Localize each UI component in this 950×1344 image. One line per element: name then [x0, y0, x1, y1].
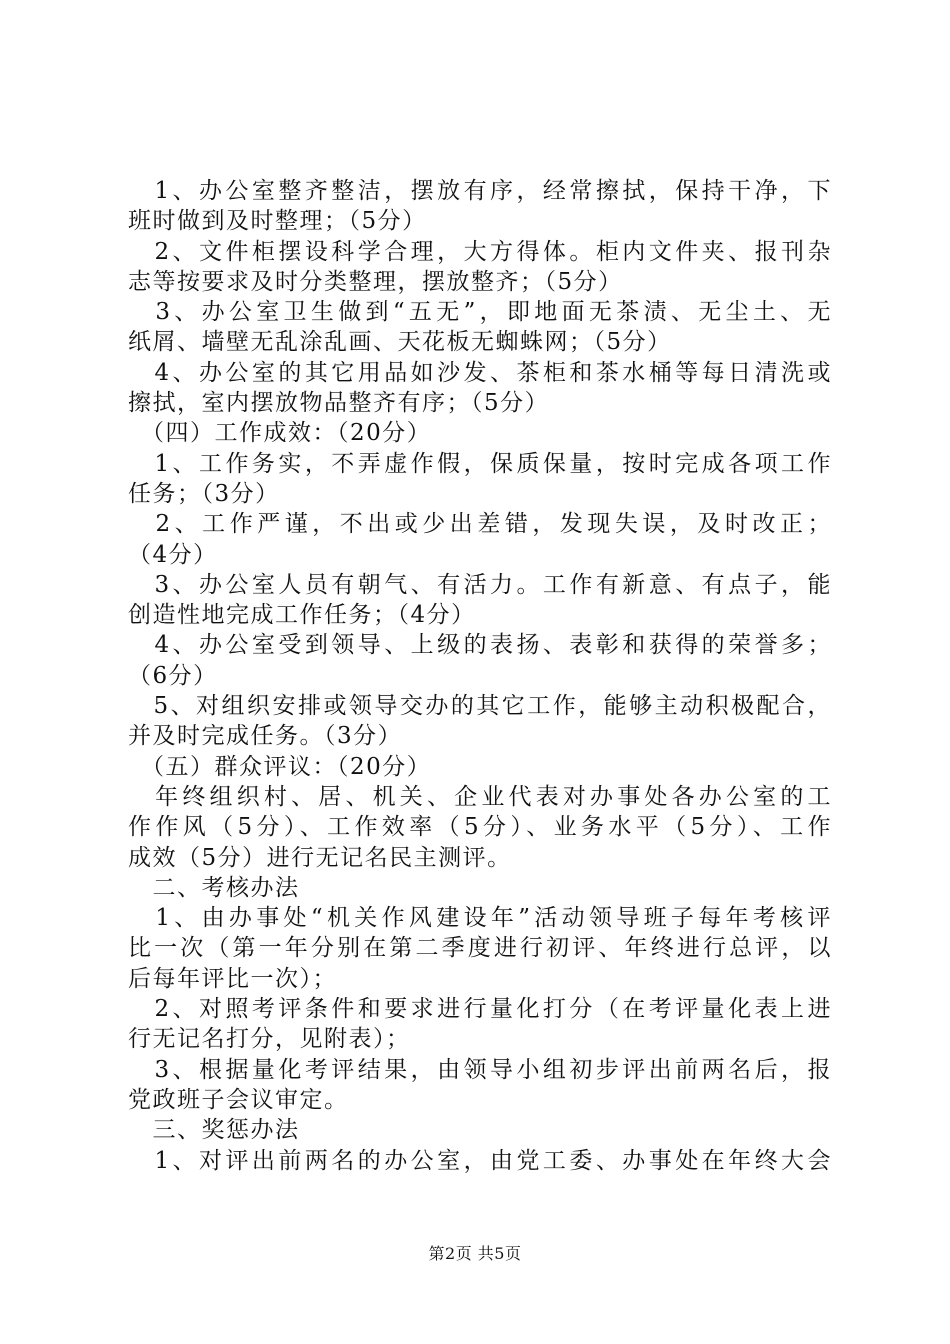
text-line: 创造性地完成工作任务；（4分）: [128, 602, 476, 629]
text-line: 成效（5分）进行无记名民主测评。: [128, 844, 512, 871]
text-line: （4分）: [128, 541, 218, 568]
text-line: 纸屑、墙壁无乱涂乱画、天花板无蜘蛛网；（5分）: [128, 329, 672, 356]
text-line: 班时做到及时整理；（5分）: [128, 208, 427, 235]
text-line: 2、文件柜摆设科学合理，大方得体。柜内文件夹、报刊杂: [128, 238, 832, 265]
text-line: 2、对照考评条件和要求进行量化打分（在考评量化表上进: [128, 996, 832, 1023]
page-number-footer: 第2页 共5页: [428, 1244, 522, 1263]
text-line: 党政班子会议审定。: [128, 1086, 349, 1113]
text-line: 1、办公室整齐整洁，摆放有序，经常擦拭，保持干净，下: [128, 178, 832, 204]
text-line: 2、工作严谨，不出或少出差错，发现失误，及时改正；: [128, 511, 832, 538]
text-line: 3、办公室人员有朝气、有活力。工作有新意、有点子，能: [128, 571, 832, 598]
text-line: 5、对组织安排或领导交办的其它工作，能够主动积极配合，: [128, 693, 832, 720]
text-line: （6分）: [128, 662, 218, 689]
text-line: 年终组织村、居、机关、企业代表对办事处各办公室的工: [128, 783, 832, 810]
text-line: 1、由办事处“机关作风建设年”活动领导班子每年考核评: [128, 905, 832, 932]
text-line: 并及时完成任务。（3分）: [128, 723, 403, 750]
text-line: 1、工作务实，不弄虚作假，保质保量，按时完成各项工作: [128, 450, 832, 477]
section-heading: （四）工作成效：（20分）: [128, 420, 432, 447]
text-line: 3、根据量化考评结果，由领导小组初步评出前两名后，报: [128, 1056, 832, 1083]
text-line: 行无记名打分，见附表）；: [128, 1026, 411, 1053]
text-line: 1、对评出前两名的办公室，由党工委、办事处在年终大会: [128, 1147, 832, 1174]
text-line: 4、办公室受到领导、上级的表扬、表彰和获得的荣誉多；: [128, 632, 832, 659]
section-heading: 二、考核办法: [128, 874, 300, 901]
document-body: [128, 176, 832, 1176]
text-line: 3、办公室卫生做到“五无”，即地面无茶渍、无尘土、无: [128, 299, 832, 326]
text-line: 后每年评比一次）；: [128, 965, 337, 992]
section-heading: 三、奖惩办法: [128, 1117, 300, 1144]
text-line: 志等按要求及时分类整理，摆放整齐；（5分）: [128, 268, 623, 295]
section-heading: （五）群众评议：（20分）: [128, 753, 432, 780]
text-line: 擦拭，室内摆放物品整齐有序；（5分）: [128, 390, 550, 417]
text-line: 比一次（第一年分别在第二季度进行初评、年终进行总评，以: [128, 935, 832, 962]
text-line: 作作风（5分）、工作效率（5分）、业务水平（5分）、工作: [128, 814, 832, 841]
text-line: 4、办公室的其它用品如沙发、茶柜和茶水桶等每日清洗或: [128, 359, 832, 386]
text-line: 任务；（3分）: [128, 480, 280, 507]
